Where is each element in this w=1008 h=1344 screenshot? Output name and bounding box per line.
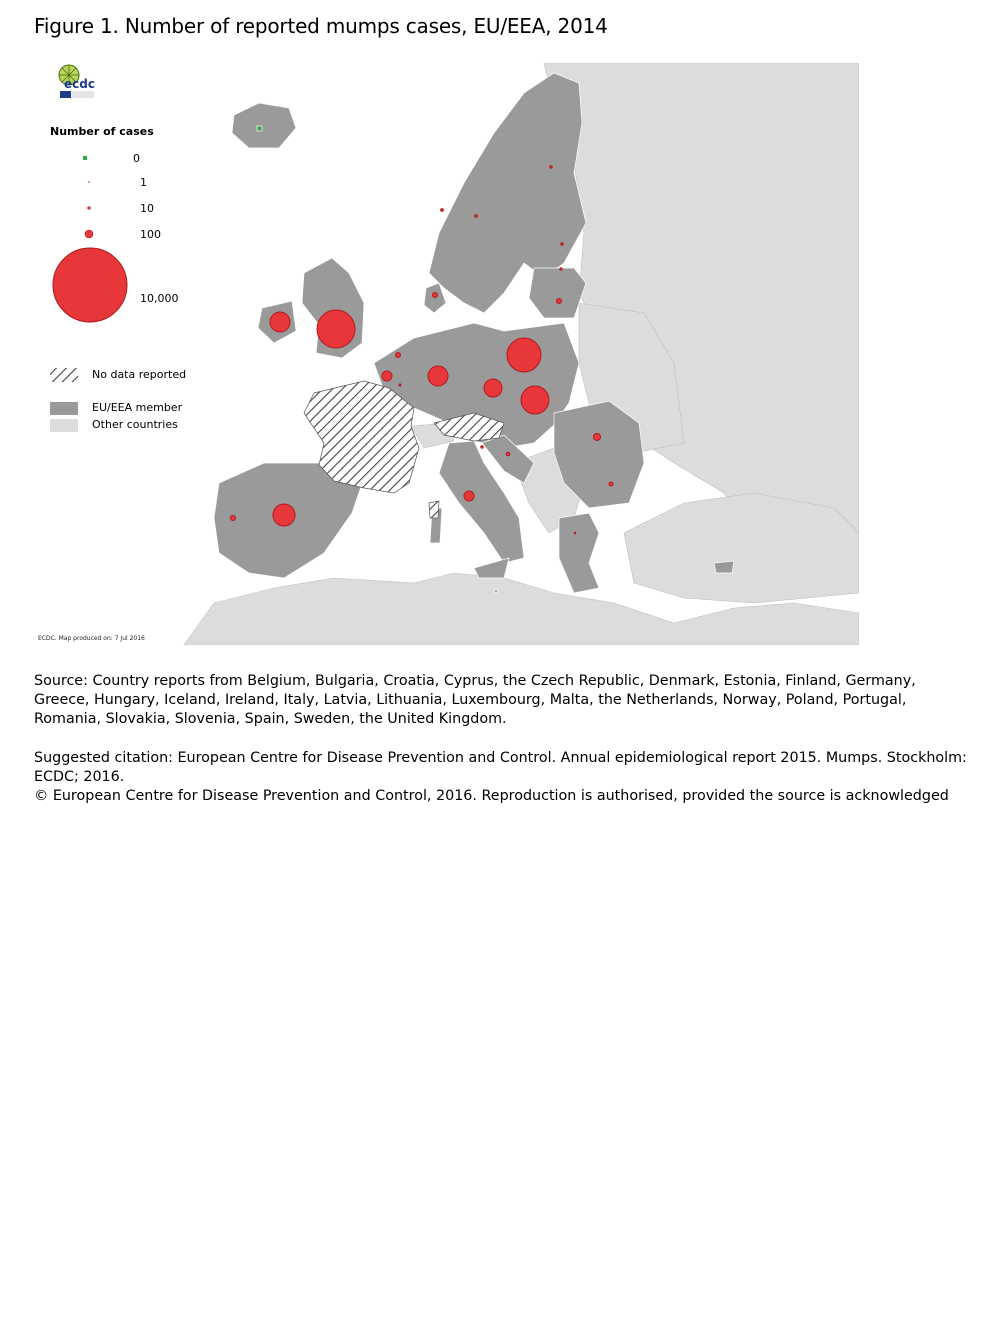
legend-title: Number of cases bbox=[50, 125, 154, 138]
bubble-poland bbox=[507, 338, 541, 372]
bubble-luxembourg bbox=[399, 384, 401, 386]
bubble-slovenia bbox=[481, 446, 483, 448]
copyright-text: © European Centre for Disease Prevention and Control, 2016. Reproduction is authorised, provided the source is acknowledged bbox=[34, 788, 949, 804]
legend-label-100: 100 bbox=[140, 228, 161, 241]
bubble-belgium bbox=[382, 371, 392, 381]
bubble-germany bbox=[428, 366, 448, 386]
bubble-latvia bbox=[560, 268, 562, 270]
ecdc-logo-text: ecdc bbox=[64, 77, 95, 91]
bubble-italy bbox=[464, 491, 474, 501]
bubble-norway bbox=[441, 209, 444, 212]
figure-title: Figure 1. Number of reported mumps cases, EU/EEA, 2014 bbox=[34, 14, 608, 38]
zero-marker-iceland bbox=[257, 126, 262, 131]
source-note bbox=[34, 672, 974, 729]
legend-circle-10 bbox=[88, 207, 91, 210]
legend-circle-10000 bbox=[53, 248, 127, 322]
bubble-portugal bbox=[231, 516, 236, 521]
source-text: Source: Country reports from Belgium, Bulgaria, Croatia, Cyprus, the Czech Republic, Denmark, Estonia, Finland, Germany, Greece, Hungary, Iceland, Ireland, Italy, Latvia, Lithuania, Luxembourg, Malta, the Netherlands, Norway, Poland, Portugal, Romania, Slovakia, Slovenia, Spain, Sweden, the United Kingdom. bbox=[34, 673, 916, 727]
legend-swatch-no-data bbox=[50, 368, 78, 382]
legend-label-1: 1 bbox=[140, 176, 147, 189]
bubble-bulgaria bbox=[609, 482, 613, 486]
bubble-romania bbox=[594, 434, 601, 441]
legend-label-member: EU/EEA member bbox=[92, 401, 183, 414]
bubble-sweden bbox=[475, 215, 478, 218]
legend-swatch-member bbox=[50, 402, 78, 415]
ecdc-logo bbox=[54, 63, 102, 105]
bubble-czech bbox=[484, 379, 502, 397]
citation-text: Suggested citation: European Centre for Disease Prevention and Control. Annual epidemiological report 2015. Mumps. Stockholm: ECDC; 2016. bbox=[34, 750, 967, 785]
map-panel bbox=[34, 63, 859, 645]
legend-label-no-data: No data reported bbox=[92, 368, 187, 381]
bubble-estonia bbox=[561, 243, 563, 245]
bubble-denmark bbox=[433, 293, 438, 298]
legend-label-other: Other countries bbox=[92, 418, 178, 431]
bubble-croatia bbox=[506, 452, 510, 456]
bubble-spain bbox=[273, 504, 295, 526]
bubble-ireland bbox=[270, 312, 290, 332]
citation-block bbox=[34, 749, 974, 806]
bubble-netherlands bbox=[396, 353, 401, 358]
legend-label-10: 10 bbox=[140, 202, 154, 215]
bubble-slovakia-hungary bbox=[521, 386, 549, 414]
legend-swatch-other bbox=[50, 419, 78, 432]
legend-label-0: 0 bbox=[133, 152, 140, 165]
legend-circle-1 bbox=[88, 181, 90, 183]
map-production-note: ECDC. Map produced on: 7 Jul 2016 bbox=[38, 635, 145, 642]
bubble-lithuania bbox=[557, 299, 562, 304]
bubble-greece bbox=[574, 532, 576, 534]
bubble-finland bbox=[550, 166, 552, 168]
legend-circle-100 bbox=[85, 230, 93, 238]
bubble-uk bbox=[317, 310, 355, 348]
legend-zero-marker bbox=[83, 156, 87, 160]
legend-graphics bbox=[50, 156, 127, 432]
europe-map bbox=[34, 63, 859, 645]
legend-label-10000: 10,000 bbox=[140, 292, 179, 305]
